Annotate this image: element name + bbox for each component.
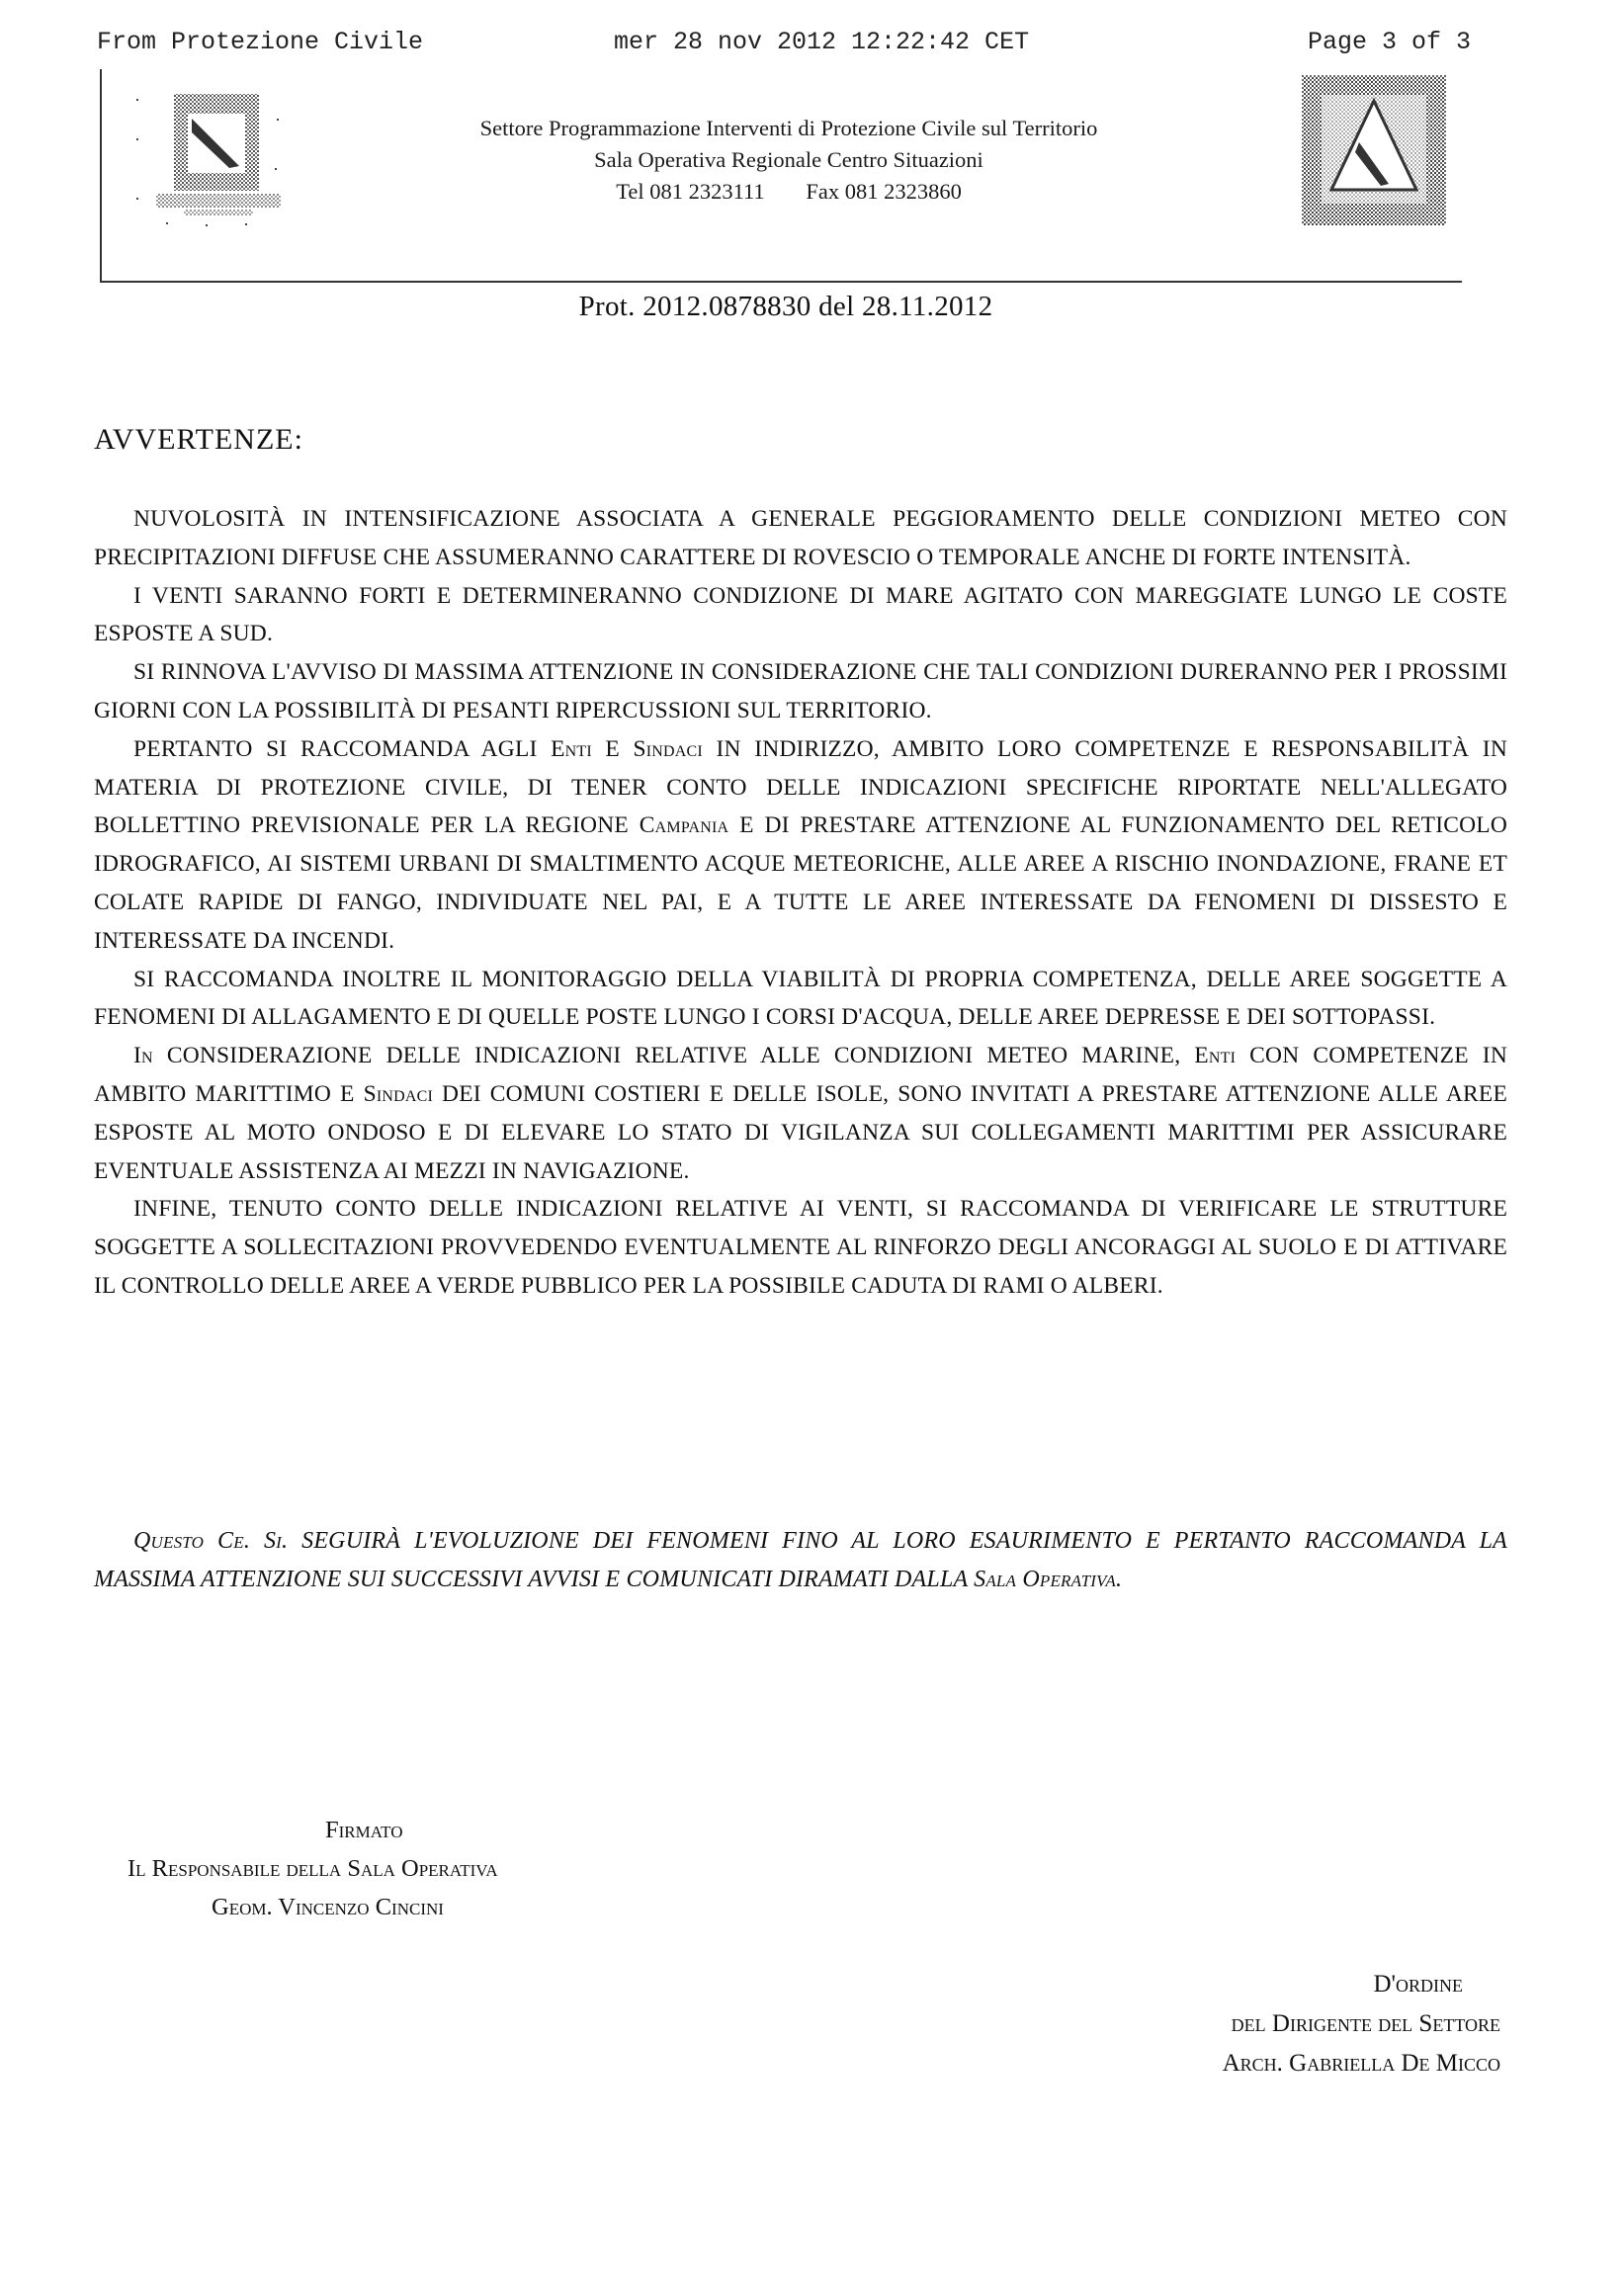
fax-page-number: Page 3 of 3: [1307, 28, 1471, 56]
warnings-body: [94, 500, 1507, 1306]
paragraph: SI RACCOMANDA INOLTRE IL MONITORAGGIO DELLA VIABILITÀ DI PROPRIA COMPETENZA, DELLE AREE SOGGETTE A FENOMENI DI ALLAGAMENTO E DI QUELLE POSTE LUNGO I CORSI D'ACQUA, DELLE AREE DEPRESSE E DEI SOTTOPASSI.: [94, 966, 1507, 1031]
protocol-number: Prot. 2012.0878830 del 28.11.2012: [578, 291, 993, 322]
letterhead: [100, 69, 1462, 283]
signature-block-right: [907, 1965, 1500, 2083]
regione-campania-logo-left: [127, 79, 295, 227]
signer-role: Il Responsabile della Sala Operativa: [128, 1855, 498, 1882]
paragraph: In CONSIDERAZIONE DELLE INDICAZIONI RELATIVE ALLE CONDIZIONI METEO MARINE, Enti CON COMPETENZE IN AMBITO MARITTIMO E Sindaci DEI COMUNI COSTIERI E DELLE ISOLE, SONO INVITATI A PRESTARE ATTENZIONE ALLE AREE ESPOSTE AL MOTO ONDOSO E DI ELEVARE LO STATO DI VIGILANZA SUI COLLEGAMENTI MARITTIMI PER ASSICURARE EVENTUALE ASSISTENZA AI MEZZI IN NAVIGAZIONE.: [94, 1043, 1507, 1184]
contact-line: [299, 176, 1278, 208]
director-name: Arch. Gabriella De Micco: [1222, 2050, 1500, 2077]
fax-number: Fax 081 2323860: [806, 179, 962, 204]
fax-sender: From Protezione Civile: [97, 28, 424, 56]
signer-name: Geom. Vincenzo Cincini: [212, 1894, 444, 1920]
department-name: Settore Programmazione Interventi di Protezione Civile sul Territorio: [479, 116, 1098, 140]
paragraph: SI RINNOVA L'AVVISO DI MASSIMA ATTENZIONE IN CONSIDERAZIONE CHE TALI CONDIZIONI DURERANNO PER I PROSSIMI GIORNI CON LA POSSIBILITÀ DI PESANTI RIPERCUSSIONI SUL TERRITORIO.: [94, 659, 1507, 723]
section-title: AVVERTENZE:: [94, 423, 303, 456]
closing-paragraph: Questo Ce. Si. SEGUIRÀ L'EVOLUZIONE DEI FENOMENI FINO AL LORO ESAURIMENTO E PERTANTO RACCOMANDA LA MASSIMA ATTENZIONE SUI SUCCESSIVI AVVISI E COMUNICATI DIRAMATI DALLA Sala Operativa.: [94, 1528, 1507, 1592]
closing-statement: [94, 1522, 1507, 1599]
telephone-number: Tel 081 2323111: [616, 179, 765, 204]
office-name: Sala Operativa Regionale Centro Situazioni: [594, 147, 983, 172]
paragraph: NUVOLOSITÀ IN INTENSIFICAZIONE ASSOCIATA A GENERALE PEGGIORAMENTO DELLE CONDIZIONI METEO CON PRECIPITAZIONI DIFFUSE CHE ASSUMERANNO CARATTERE DI ROVESCIO O TEMPORALE ANCHE DI FORTE INTENSITÀ.: [94, 506, 1507, 570]
director-role: del Dirigente del Settore: [1231, 2010, 1500, 2037]
paragraph: I VENTI SARANNO FORTI E DETERMINERANNO CONDIZIONE DI MARE AGITATO CON MAREGGIATE LUNGO LE COSTE ESPOSTE A SUD.: [94, 582, 1507, 647]
regione-campania-logo-right: [1300, 73, 1448, 227]
fax-datetime: mer 28 nov 2012 12:22:42 CET: [614, 28, 1030, 56]
paragraph: INFINE, TENUTO CONTO DELLE INDICAZIONI RELATIVE AI VENTI, SI RACCOMANDA DI VERIFICARE LE STRUTTURE SOGGETTE A SOLLECITAZIONI PROVVEDENDO EVENTUALMENTE AL RINFORZO DEGLI ANCORAGGI AL SUOLO E DI ATTIVARE IL CONTROLLO DELLE AREE A VERDE PUBBLICO PER LA POSSIBILE CADUTA DI RAMI O ALBERI.: [94, 1196, 1507, 1299]
letterhead-text: [299, 113, 1278, 208]
signed-label: Firmato: [325, 1817, 403, 1843]
fax-header: [97, 28, 1471, 67]
paragraph: PERTANTO SI RACCOMANDA AGLI Enti E Sindaci IN INDIRIZZO, AMBITO LORO COMPETENZE E RESPONSABILITÀ IN MATERIA DI PROTEZIONE CIVILE, DI TENER CONTO DELLE INDICAZIONI SPECIFICHE RIPORTATE NELL'ALLEGATO BOLLETTINO PREVISIONALE PER LA REGIONE Campania E DI PRESTARE ATTENZIONE AL FUNZIONAMENTO DEL RETICOLO IDROGRAFICO, AI SISTEMI URBANI DI SMALTIMENTO ACQUE METEORICHE, ALLE AREE A RISCHIO INONDAZIONE, FRANE ET COLATE RAPIDE DI FANGO, INDIVIDUATE NEL PAI, E A TUTTE LE AREE INTERESSATE DA FENOMENI DI DISSESTO E INTERESSATE DA INCENDI.: [94, 735, 1507, 954]
order-label: D'ordine: [1373, 1971, 1463, 1998]
